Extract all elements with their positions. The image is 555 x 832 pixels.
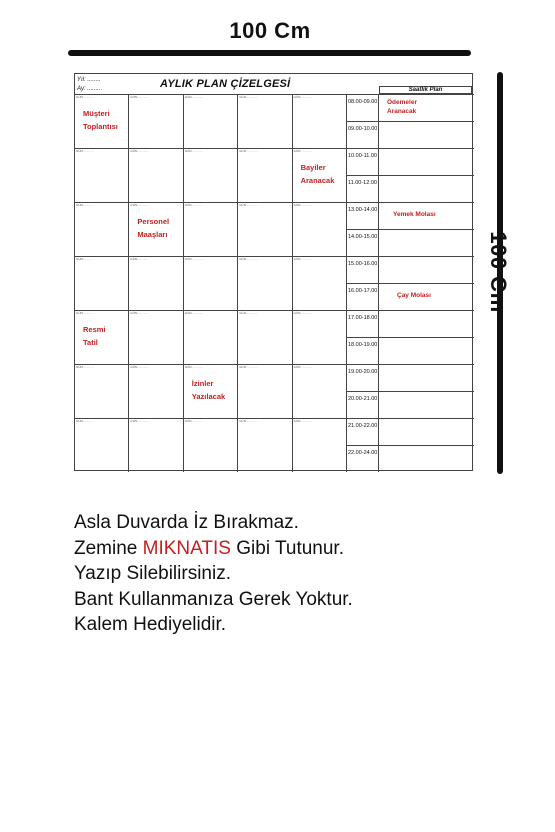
feature-line: Kalem Hediyelidir. [74,614,227,635]
day-number-field: GÜN:............. [76,257,95,261]
day-number-field: GÜN:............. [239,149,258,153]
day-cell [238,364,292,418]
day-cell [129,418,183,472]
calendar-note [137,215,169,241]
time-slot-note [393,210,436,219]
time-slot-note-line: Yemek Molası [393,211,436,218]
day-cell [238,310,292,364]
time-slot-label: 17.00-18.00 [347,311,379,337]
day-number-field: GÜN:............. [239,257,258,261]
calendar-note-line: Aranacak [300,176,335,185]
time-slot-note-line: Çay Molası [397,292,431,299]
day-number-field: GÜN:............. [239,95,258,99]
day-cell [129,364,183,418]
calendar-note-line: Maaşları [137,230,168,239]
day-cell [75,148,129,202]
day-number-field: GÜN:............. [130,203,149,207]
day-number-field: GÜN:............. [76,95,95,99]
feature-text: Zemine [74,537,143,559]
calendar-note-line: Tatil [83,338,98,347]
time-slot-label: 11.00-12.00 [347,176,379,202]
time-slot-note [387,98,417,116]
day-cell [129,256,183,310]
day-cell [238,202,292,256]
calendar-note-line: Bayiler [300,163,326,172]
time-slot-row [347,445,474,472]
time-slot-row [347,202,474,229]
day-cell [75,202,129,256]
hourly-plan-title: Saatlik Plan [379,86,472,94]
calendar-note-line: Resmi [83,325,106,334]
day-cell [238,148,292,202]
day-number-field: GÜN:............. [76,365,95,369]
day-number-field: GÜN:............. [293,149,312,153]
day-cell [293,202,347,256]
day-number-field: GÜN:............. [239,311,258,315]
time-slot-row [347,121,474,148]
calendar-note [301,161,335,187]
time-slot-row [347,310,474,337]
time-slot-row [347,283,474,310]
day-number-field: GÜN:............. [293,95,312,99]
calendar-note [192,377,225,403]
day-cell [238,418,292,472]
day-number-field: GÜN:............. [184,95,204,99]
day-number-field: GÜN:............. [130,149,149,153]
time-slot-label: 14.00-15.00 [347,230,379,256]
time-slot-row [347,175,474,202]
planner-sheet [74,73,473,471]
day-cell [293,310,347,364]
time-slot-note-line: Ödemeler [387,99,417,106]
day-cell [75,256,129,310]
calendar-note [83,323,106,349]
calendar-note [83,107,118,133]
day-number-field: GÜN:............. [184,149,204,153]
day-cell [184,148,238,202]
day-number-field: GÜN:............. [239,203,258,207]
time-slot-label: 10.00-11.00 [347,149,379,175]
time-slot-label: 18.00-19.00 [347,338,379,364]
day-number-field: GÜN:............. [130,311,149,315]
day-number-field: GÜN:............. [293,365,312,369]
day-cell [129,94,183,148]
time-slot-label: 08.00-09.00 [347,95,379,121]
day-number-field: GÜN:............. [184,203,204,207]
time-slot-label: 15.00-16.00 [347,257,379,283]
calendar-note-line: Yazılacak [191,392,226,401]
calendar-note-line: Müşteri [83,109,110,118]
day-number-field: GÜN:............. [130,95,149,99]
hourly-grid [347,94,474,472]
magnet-highlight: MIKNATIS [142,537,231,559]
planner-title: AYLIK PLAN ÇİZELGESİ [160,78,291,90]
time-slot-label: 20.00-21.00 [347,392,379,418]
calendar-note-line: Personel [137,217,170,226]
day-number-field: GÜN:............. [76,311,95,315]
day-cell [129,310,183,364]
day-cell [293,256,347,310]
day-number-field: GÜN:............. [184,419,204,423]
day-number-field: GÜN:............. [293,311,312,315]
width-dimension-label: 100 Cm [229,18,311,43]
time-slot-note-line: Aranacak [387,108,417,115]
time-slot-row [347,229,474,256]
day-cell [184,256,238,310]
day-number-field: GÜN:............. [76,149,95,153]
time-slot-note [397,291,431,300]
day-number-field: GÜN:............. [76,203,95,207]
day-number-field: GÜN:............. [76,419,95,423]
day-cell [184,418,238,472]
time-slot-row [347,148,474,175]
time-slot-row [347,364,474,391]
day-number-field: GÜN:............. [293,419,312,423]
feature-line: Yazıp Silebilirsiniz. [74,563,231,584]
time-slot-label: 16.00-17.00 [347,284,379,310]
time-slot-label: 13.00-14.00 [347,203,379,229]
day-number-field: GÜN:............. [293,257,312,261]
feature-line [74,536,353,562]
day-number-field: GÜN:............. [130,419,149,423]
feature-line: Asla Duvarda İz Bırakmaz. [74,512,299,533]
day-cell [238,256,292,310]
day-cell [184,202,238,256]
year-field: Yıl: ........ [77,77,101,83]
day-number-field: GÜN:............. [293,203,312,207]
day-cell [184,94,238,148]
day-number-field: GÜN:............. [239,365,258,369]
calendar-note-line: İzinler [191,379,214,388]
day-number-field: GÜN:............. [184,257,204,261]
day-cell [129,148,183,202]
day-number-field: GÜN:............. [239,419,258,423]
day-cell [75,418,129,472]
day-number-field: GÜN:............. [130,257,149,261]
day-cell [75,364,129,418]
day-number-field: GÜN:............. [184,365,204,369]
time-slot-row [347,391,474,418]
monthly-grid [75,94,347,472]
time-slot-row [347,418,474,445]
calendar-note-line: Toplantısı [83,122,118,131]
time-slot-row [347,256,474,283]
time-slot-label: 19.00-20.00 [347,365,379,391]
time-slot-label: 09.00-10.00 [347,122,379,148]
feature-line: Bant Kullanmanıza Gerek Yoktur. [74,588,353,610]
width-dimension-line [68,50,471,56]
time-slot-label: 22.00-24.00 [347,446,379,472]
day-cell [293,364,347,418]
time-slot-label: 21.00-22.00 [347,419,379,445]
day-cell [238,94,292,148]
feature-text: Gibi Tutunur. [230,537,344,559]
month-field: Ay: ......... [77,86,103,92]
time-slot-row [347,337,474,364]
day-number-field: GÜN:............. [184,311,204,315]
day-number-field: GÜN:............. [130,365,149,369]
time-slot-row [347,94,474,121]
height-dimension-label: 100 Cm [486,231,511,313]
day-cell [293,94,347,148]
planner-header-fields [77,76,102,94]
day-cell [184,310,238,364]
day-cell [293,418,347,472]
feature-list [74,510,353,638]
